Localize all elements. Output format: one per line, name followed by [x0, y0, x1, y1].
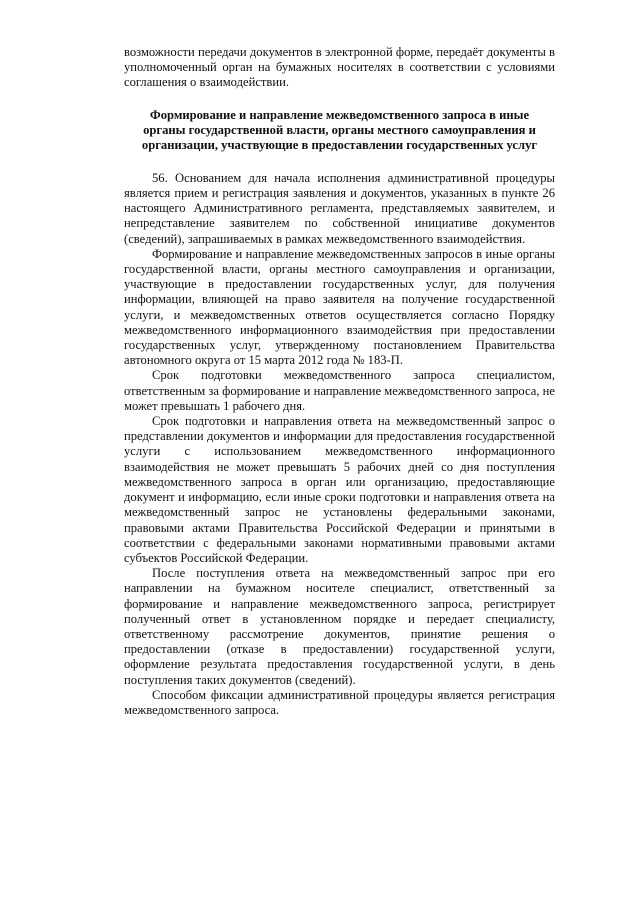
section-heading: Формирование и направление межведомственного запроса в иные органы государственной власти, органы местного самоуправления и организации, участвующие в предоставлении государственных услуг: [141, 107, 538, 153]
paragraph-prep-deadline: Срок подготовки межведомственного запроса специалистом, ответственным за формирование и направление межведомственного запроса, не может превышать 1 рабочего дня.: [124, 368, 555, 413]
paragraph-after-response: После поступления ответа на межведомственный запрос при его направлении на бумажном носителе специалист, ответственный за формирование и направление межведомственного запроса, регистрирует полученный ответ в установленном порядке и передает специалисту, ответственному рассмотрение документов, принятие решения о предоставлении (отказе в предоставлении) государственной услуги, оформление результата предоставления государственной услуги, в день поступления таких документов (сведений).: [124, 566, 555, 687]
paragraph-56: 56. Основанием для начала исполнения административной процедуры является прием и регистрация заявления и документов, указанных в пункте 26 настоящего Административного регламента, представляемых заявителем, и непредставление заявителем по собственной инициативе документов (сведений), запрашиваемых в рамках межведомственного взаимодействия.: [124, 170, 555, 246]
text-column: [124, 45, 555, 718]
spacer: [124, 154, 555, 171]
spacer: [124, 91, 555, 108]
paragraph-requests: Формирование и направление межведомственных запросов в иные органы государственной власти, органы местного самоуправления и организации, участвующие в предоставлении государственных услуг, для получения информации, влияющей на право заявителя на получение государственной услуги, и межведомственных ответов осуществляется согласно Порядку межведомственного информационного взаимодействия при предоставлении государственных услуг, утвержденному постановлением Правительства автономного округа от 15 марта 2012 года № 183-П.: [124, 246, 555, 368]
intro-paragraph: возможности передачи документов в электронной форме, передаёт документы в уполномоченный орган на бумажных носителях в соответствии с условиями соглашения о взаимодействии.: [124, 45, 555, 90]
paragraph-response-deadline: Срок подготовки и направления ответа на межведомственный запрос о представлении документов и информации для предоставления государственной услуги с использованием межведомственного информационного взаимодействия не может превышать 5 рабочих дней со дня поступления межведомственного запроса в орган или организацию, предоставляющие документ и информацию, если иные сроки подготовки и направления ответа на межведомственный запрос не установлены федеральными законами, правовыми актами Правительства Российской Федерации и принятыми в соответствии с федеральными законами нормативными правовыми актами субъектов Российской Федерации.: [124, 414, 555, 565]
paragraph-fixation: Способом фиксации административной процедуры является регистрация межведомственного запроса.: [124, 687, 555, 717]
